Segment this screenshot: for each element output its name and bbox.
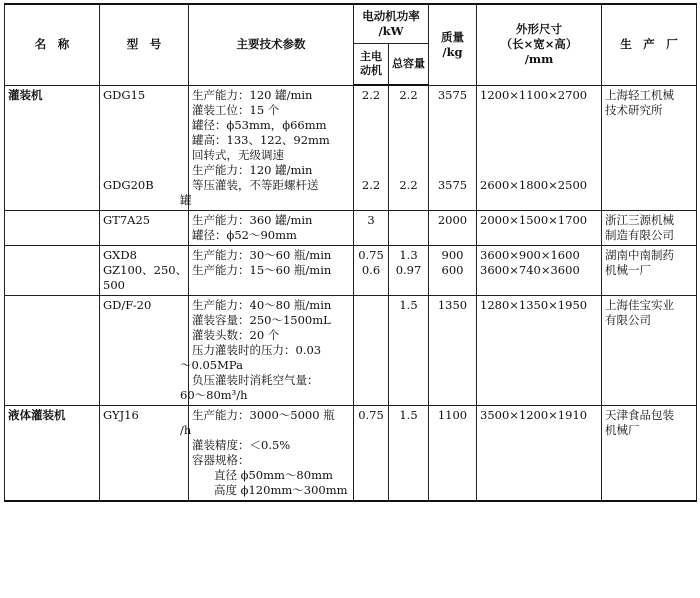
header-params: 主要技术参数 [189, 4, 354, 85]
equipment-name-cell: 灌装机 [5, 85, 100, 210]
manufacturer-line: 机械一厂 [605, 262, 651, 277]
dimensions-cell [477, 85, 602, 210]
dimensions-value: 3600×900×1600 [480, 247, 580, 262]
total-power-value: 2.2 [399, 88, 418, 102]
model-cell [100, 85, 189, 210]
header-manufacturer: 生 产 厂 [602, 4, 697, 85]
model-cell [100, 245, 189, 295]
mass-cell [429, 245, 477, 295]
model-text: GZ100、250、 [103, 262, 188, 277]
param-line: 生产能力：360 罐/min [192, 212, 313, 227]
param-line: 回转式，无级调速 [192, 147, 284, 162]
mass-cell: 2000 [429, 210, 477, 245]
dimensions-cell [477, 245, 602, 295]
equipment-name-cell [5, 295, 100, 405]
param-line: /h [180, 422, 192, 437]
params-cell [180, 405, 354, 501]
equipment-name-cell [5, 245, 100, 295]
manufacturer-line: 机械厂 [605, 422, 640, 437]
total-power-cell [389, 245, 429, 295]
param-line: 生产能力：120 罐/min [192, 87, 313, 102]
manufacturer-line: 有限公司 [605, 312, 651, 327]
model-cell: GD/F-20 [100, 295, 189, 405]
dimensions-cell: 3500×1200×1910 [477, 405, 602, 501]
main-motor-power-value: 0.75 [358, 247, 384, 262]
param-line: 直径 ϕ50mm～80mm [214, 467, 333, 482]
main-motor-power-cell: 3 [354, 210, 389, 245]
dimensions-value: 3600×740×3600 [480, 262, 580, 277]
total-power-value: 2.2 [399, 178, 418, 192]
manufacturer-cell [602, 210, 697, 245]
header-dimensions-line2: （长×宽×高） [500, 37, 578, 52]
model-cell: GYJ16 [100, 405, 189, 501]
header-dimensions-line3: /mm [524, 52, 554, 67]
manufacturer-line: 制造有限公司 [605, 227, 674, 242]
params-cell [180, 85, 354, 210]
table-row [5, 295, 697, 405]
dimensions-value: 1200×1100×2700 [480, 87, 588, 102]
param-line: 罐径：ϕ52～90mm [192, 227, 297, 242]
total-power-cell [389, 210, 429, 245]
equipment-spec-table [4, 3, 697, 502]
manufacturer-cell [602, 405, 697, 501]
model-text: 500 [103, 277, 125, 292]
header-model: 型 号 [100, 4, 189, 85]
param-line: 生产能力：30～60 瓶/min [192, 247, 332, 262]
param-line: 生产能力：40～80 瓶/min [192, 297, 332, 312]
total-power-cell: 1.5 [389, 295, 429, 405]
param-line: 罐径：ϕ53mm，ϕ66mm [192, 117, 327, 132]
params-cell [189, 245, 354, 295]
header-motor-power-line1: 电动机功率 [362, 9, 420, 23]
dimensions-value: 2600×1800×2500 [480, 177, 588, 192]
main-motor-power-cell [354, 295, 389, 405]
mass-value: 3575 [437, 87, 468, 102]
param-line: 60～80m³/h [180, 387, 248, 402]
mass-cell: 1350 [429, 295, 477, 405]
total-power-cell: 1.5 [389, 405, 429, 501]
header-total-capacity: 总容量 [389, 44, 429, 86]
param-line: 灌装工位：15 个 [192, 102, 280, 117]
manufacturer-line: 上海佳宝实业 [605, 297, 674, 312]
manufacturer-line: 浙江三源机械 [605, 212, 674, 227]
param-line: 等压灌装，不等距螺杆送 [192, 177, 319, 192]
main-motor-power-cell: 0.75 [354, 405, 389, 501]
param-line: 容器规格： [192, 452, 250, 467]
manufacturer-line: 技术研究所 [605, 102, 663, 117]
param-line: 高度 ϕ120mm～300mm [214, 482, 348, 497]
param-line: 灌装容量：250～1500mL [192, 312, 331, 327]
mass-value: 900 [441, 247, 464, 262]
total-power-cell [389, 85, 429, 210]
header-mass-line1: 质量 [441, 29, 464, 44]
header-motor-power [354, 4, 429, 44]
manufacturer-cell [602, 245, 697, 295]
table-row [5, 85, 697, 210]
param-line: 灌装精度：＜0.5% [192, 437, 291, 452]
header-mass-line2: /kg [442, 44, 463, 59]
param-line: 灌装头数：20 个 [192, 327, 280, 342]
table-row [5, 210, 697, 245]
param-line: ～0.05MPa [180, 357, 243, 372]
table-row [5, 245, 697, 295]
manufacturer-line: 天津食品包装 [605, 407, 674, 422]
mass-value: 600 [441, 262, 464, 277]
mass-value: 3575 [437, 177, 468, 192]
main-motor-power-cell [354, 245, 389, 295]
manufacturer-cell [602, 85, 697, 210]
param-line: 罐高：133、122、92mm [192, 132, 330, 147]
main-motor-power-cell [354, 85, 389, 210]
header-main-motor-line2: 动机 [360, 64, 382, 77]
model-cell: GT7A25 [100, 210, 189, 245]
param-line: 生产能力：3000～5000 瓶 [192, 407, 335, 422]
main-motor-power-value: 2.2 [361, 88, 381, 102]
equipment-name-cell [5, 210, 100, 245]
manufacturer-line: 湖南中南制药 [605, 247, 674, 262]
model-text: GDG15 [103, 87, 146, 102]
param-line: 生产能力：120 罐/min [192, 162, 313, 177]
params-cell [180, 295, 354, 405]
model-text: GXD8 [103, 247, 137, 262]
manufacturer-cell [602, 295, 697, 405]
header-name: 名 称 [5, 4, 100, 85]
params-cell [189, 210, 354, 245]
param-line: 负压灌装时消耗空气量： [192, 372, 319, 387]
dimensions-cell: 1280×1350×1950 [477, 295, 602, 405]
table-row [5, 405, 697, 501]
param-line: 压力灌装时的压力：0.03 [192, 342, 322, 357]
header-mass [429, 4, 477, 85]
header-main-motor-line1: 主电 [360, 50, 382, 63]
header-dimensions [477, 4, 602, 85]
header-dimensions-line1: 外形尺寸 [516, 22, 562, 37]
mass-cell: 1100 [429, 405, 477, 501]
param-line: 生产能力：15～60 瓶/min [192, 262, 332, 277]
total-power-value: 1.3 [399, 247, 418, 262]
param-line: 罐 [180, 192, 192, 207]
total-power-value: 0.97 [395, 262, 422, 277]
header-motor-power-line2: /kW [378, 24, 404, 38]
main-motor-power-value: 2.2 [361, 178, 381, 192]
mass-cell [429, 85, 477, 210]
manufacturer-line: 上海轻工机械 [605, 87, 674, 102]
model-text: GDG20B [103, 177, 154, 192]
main-motor-power-value: 0.6 [361, 262, 381, 277]
header-main-motor [354, 44, 389, 86]
dimensions-cell: 2000×1500×1700 [477, 210, 602, 245]
equipment-name-cell: 液体灌装机 [5, 405, 100, 501]
